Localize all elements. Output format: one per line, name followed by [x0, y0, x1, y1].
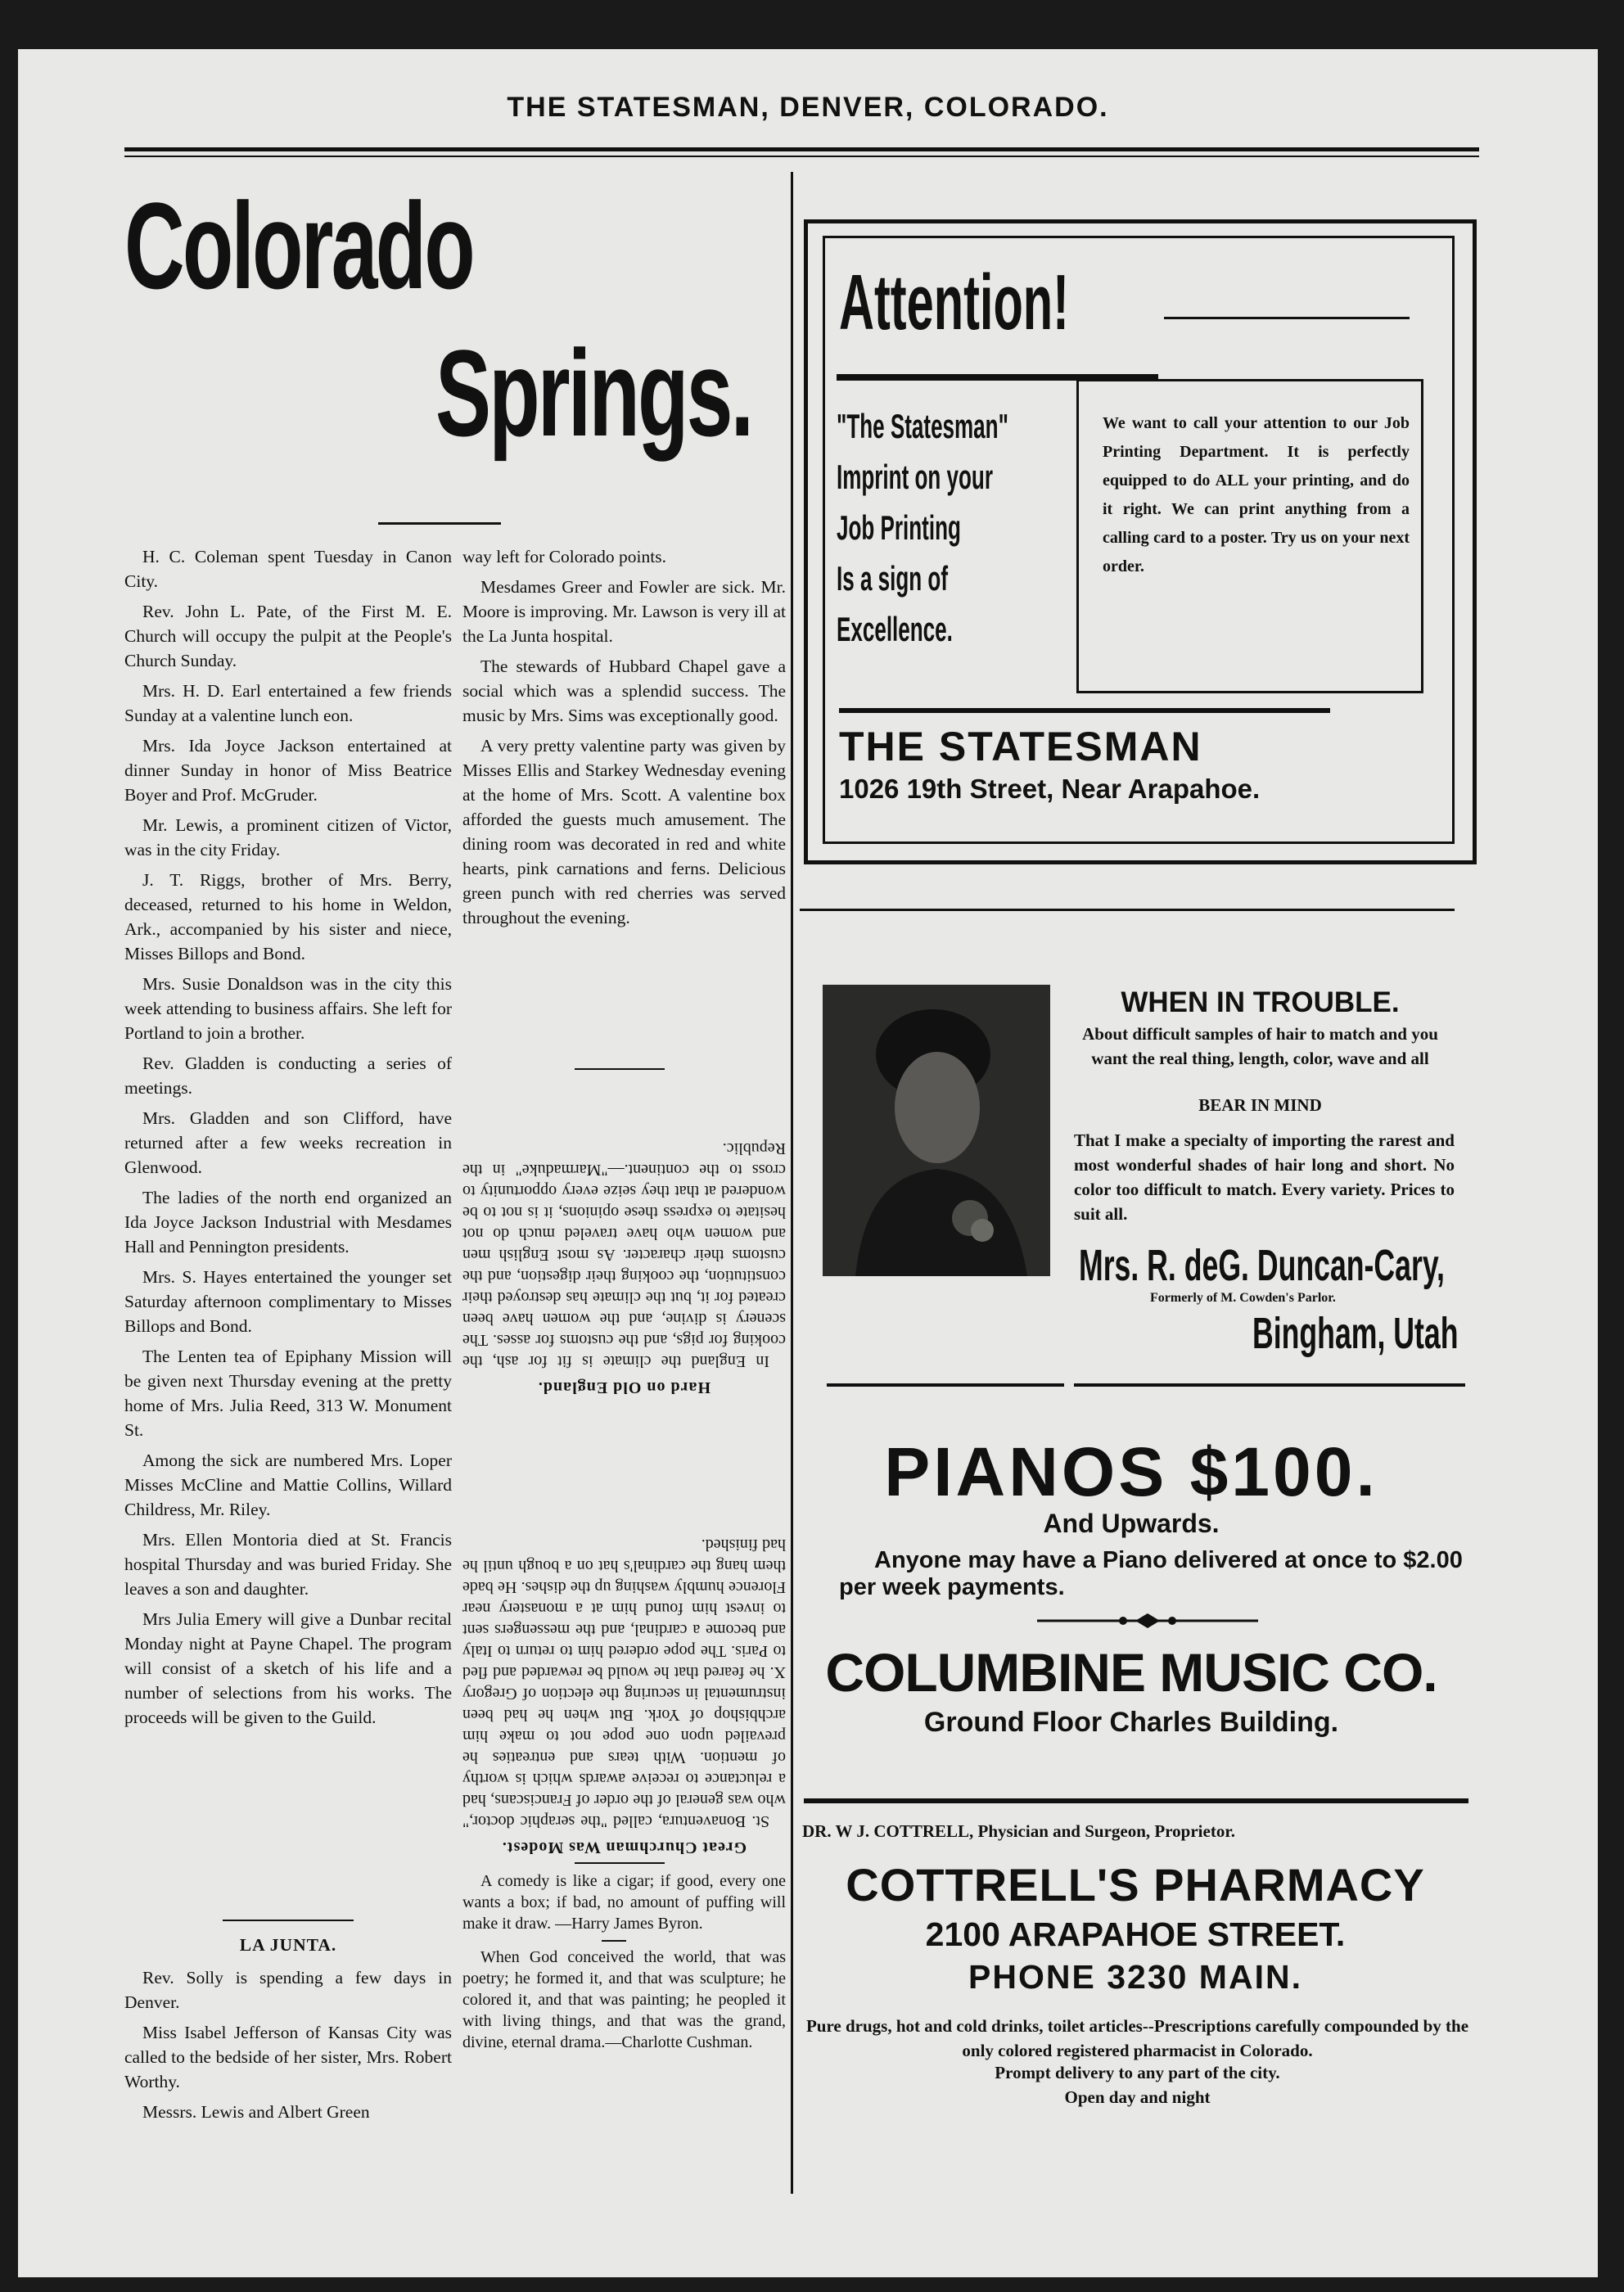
hair-p2: That I make a specialty of importing the rarest and most wonderful shades of hair long and short. No color too difficult to match. Every variety. Prices to suit all.	[1074, 1130, 1455, 1224]
masthead-rule-thin	[124, 156, 1479, 157]
la-junta-para: Rev. Solly is spending a few days in Denver.	[124, 1968, 452, 2012]
ornament-icon	[1037, 1608, 1258, 1633]
inverted-text: In England the climate is fit for ash, the cooking for pigs, and the customs for asses. The scenery is divine, and the women have been created for it, but the climate has destroyed their constitution, the cooking their digestion, and the customs their character. As most English men and women who have traveled much do not hesitate to express these opinions, it is not to be wondered at that they seize every opportunity to cross to the continent.—"Marmaduke" in the Republic.	[462, 1139, 786, 1370]
portrait-image	[823, 985, 1050, 1276]
news-paragraph: way left for Colorado points.	[462, 547, 666, 566]
news-paragraph: Rev. John L. Pate, of the First M. E. Church will occupy the pulpit at the People's Church Sunday.	[124, 602, 452, 670]
news-paragraph: Mrs. Ida Joyce Jackson entertained at dinner Sunday in honor of Miss Beatrice Boyer and Prof. McGruder.	[124, 736, 452, 805]
hair-bear: BEAR IN MIND	[1198, 1095, 1322, 1115]
hair-heading: WHEN IN TROUBLE.	[1121, 986, 1400, 1018]
ornament	[1037, 1608, 1258, 1633]
statesman-address: 1026 19th Street, Near Arapahoe.	[839, 774, 1261, 804]
masthead: THE STATESMAN, DENVER, COLORADO.	[507, 92, 1109, 123]
quote-rule	[602, 1940, 626, 1942]
news-paragraph: Mesdames Greer and Fowler are sick. Mr. Moore is improving. Mr. Lawson is very ill at the La Junta hospital.	[462, 577, 786, 646]
news-column-1	[124, 544, 452, 1735]
news-paragraph: Mr. Lewis, a prominent citizen of Victor, was in the city Friday.	[124, 815, 452, 860]
columbine-location: Ground Floor Charles Building.	[923, 1707, 1339, 1738]
news-paragraph: A very pretty valentine party was given by Misses Ellis and Starkey Wednesday evening at the home of Mrs. Scott. A valentine box afforded the guests much amusement. The dining room was decorated in red and white hearts, pink carnations and ferns. Delicious green punch with red cherries was served throughout the evening.	[462, 736, 786, 927]
pharmacy-hours: Open day and night	[1064, 2087, 1211, 2107]
inverted-article-england	[462, 1087, 786, 1398]
quote-comedy: A comedy is like a cigar; if good, every one wants a box; if bad, no amount of puffing will make it draw. —Harry James Byron.	[462, 1872, 786, 1933]
headline-line1: Colorado	[124, 177, 473, 314]
news-paragraph: Mrs. Gladden and son Clifford, have returned after a few weeks recreation in Glenwood.	[124, 1108, 452, 1177]
ad-left-line: Imprint on your	[837, 458, 993, 496]
la-junta-para: Miss Isabel Jefferson of Kansas City was called to the bedside of her sister, Mrs. Robert Worthy.	[124, 2023, 452, 2091]
news-paragraph: The Lenten tea of Epiphany Mission will be given next Thursday evening at the pretty home of Mrs. Julia Reed, 313 W. Monument St.	[124, 1347, 452, 1440]
col2-rule-2	[575, 1862, 665, 1864]
inverted-heading: Great Churchman Was Modest.	[501, 1839, 747, 1857]
inverted-text: St. Bonaventura, called "the seraphic doctor," who was general of the order of Franciscans, had a reluctance to receive awards which is worthy of mention. With tears and entreaties he prevailed upon one pope not to make him archbishop of York. But when he had been instrumental in securing the election of Gregory X. he feared that he would be rewarded and fled to Paris. The pope ordered him to return to Italy and become a cardinal, and the messengers sent to invest him found him at a monastery near Florence humbly washing up the dishes. He bade them hang the cardinal's hat on a bough until he had finished.	[462, 1536, 786, 1830]
attention-title: Attention!	[839, 259, 1069, 346]
masthead-rule-thick	[124, 147, 1479, 151]
statesman-name-rule	[839, 708, 1330, 713]
news-paragraph: Rev. Gladden is conducting a series of meetings.	[124, 1054, 452, 1098]
pianos-title: PIANOS $100.	[884, 1433, 1378, 1510]
inverted-heading: Hard on Old England.	[537, 1378, 711, 1396]
la-junta-para: Messrs. Lewis and Albert Green	[142, 2102, 370, 2122]
column-divider	[791, 172, 793, 2194]
pianos-sub: And Upwards.	[1043, 1509, 1220, 1538]
section-rule-2b	[1074, 1383, 1465, 1387]
ad-left-line: Excellence.	[837, 610, 953, 648]
la-junta-section	[124, 1920, 452, 2130]
headline-rule	[378, 522, 501, 525]
pianos-line: Anyone may have a Piano delivered at once to $2.00 per week payments.	[839, 1547, 1463, 1600]
ad-left-line: Is a sign of	[837, 559, 949, 598]
news-paragraph: Mrs. H. D. Earl entertained a few friends Sunday at a valentine lunch eon.	[124, 681, 452, 725]
section-rule-3	[804, 1798, 1468, 1803]
news-paragraph: H. C. Coleman spent Tuesday in Canon City.	[124, 547, 452, 591]
pharmacy-phone: PHONE 3230 MAIN.	[968, 1958, 1302, 1996]
newspaper-page	[18, 49, 1598, 2277]
col2-rule-1	[575, 1068, 665, 1070]
news-paragraph: Among the sick are numbered Mrs. Loper Misses McCline and Mattie Collins, Willard Childress, Mr. Riley.	[124, 1451, 452, 1519]
ad-left-line: "The Statesman"	[837, 407, 1008, 445]
news-paragraph: Mrs. S. Hayes entertained the younger set Saturday afternoon complimentary to Misses Billops and Bond.	[124, 1267, 452, 1336]
quotes-section	[462, 1870, 786, 2059]
ad-left-line: Job Printing	[837, 508, 961, 547]
news-paragraph: J. T. Riggs, brother of Mrs. Berry, deceased, returned to his home in Weldon, Ark., accompanied by his sister and niece, Misses Billops and Bond.	[124, 870, 452, 963]
hair-formerly: Formerly of M. Cowden's Parlor.	[1150, 1291, 1336, 1305]
pharmacy-street: 2100 ARAPAHOE STREET.	[925, 1915, 1346, 1953]
news-paragraph: The stewards of Hubbard Chapel gave a social which was a splendid success. The music by Mrs. Sims was exceptionally good.	[462, 656, 786, 725]
hair-city: Bingham, Utah	[1252, 1309, 1459, 1358]
news-paragraph: Mrs. Ellen Montoria died at St. Francis hospital Thursday and was buried Friday. She leaves a son and daughter.	[124, 1530, 452, 1599]
hair-name: Mrs. R. deG. Duncan-Cary,	[1079, 1241, 1445, 1290]
quote-cushman: When God conceived the world, that was poetry; he formed it, and that was sculpture; he colored it, and that was painting; he peopled it with living things, and that was the grand, divine, eternal drama.—Charlotte Cushman.	[462, 1948, 786, 2051]
pharmacy-delivery: Prompt delivery to any part of the city.	[995, 2063, 1280, 2082]
section-rule-2a	[827, 1383, 1064, 1387]
news-paragraph: Mrs. Susie Donaldson was in the city this week attending to business affairs. She left for Portland to join a brother.	[124, 974, 452, 1043]
statesman-ad-left	[837, 401, 1082, 655]
ad-right-text: We want to call your attention to our Job Printing Department. It is perfectly equipped to do ALL your printing, and do it right. We can print anything from a calling card to a poster. Try us on your next order.	[1103, 414, 1410, 575]
pharmacy-proprietor: DR. W J. COTTRELL, Physician and Surgeon, Proprietor.	[802, 1821, 1235, 1841]
portrait-photo	[823, 985, 1050, 1276]
section-rule-1	[800, 909, 1455, 911]
pharmacy-name: COTTRELL'S PHARMACY	[846, 1859, 1425, 1911]
hair-p1: About difficult samples of hair to match and you want the real thing, length, color, wave and all	[1082, 1024, 1438, 1068]
headline-line2: Springs.	[435, 324, 752, 462]
pharmacy-text: Pure drugs, hot and cold drinks, toilet articles--Prescriptions carefully compounded by the only colored registered pharmacist in Colorado.	[805, 2016, 1469, 2060]
statesman-name: THE STATESMAN	[839, 724, 1202, 769]
news-paragraph: The ladies of the north end organized an Ida Joyce Jackson Industrial with Mesdames Hall and Pennington presidents.	[124, 1188, 452, 1257]
news-column-2	[462, 544, 786, 936]
attention-side-rule	[1164, 317, 1410, 319]
la-junta-rule	[223, 1920, 354, 1921]
columbine-name: COLUMBINE MUSIC CO.	[825, 1642, 1437, 1703]
inverted-article-churchman	[462, 1432, 786, 1858]
la-junta-heading: LA JUNTA.	[239, 1935, 337, 1955]
news-paragraph: Mrs Julia Emery will give a Dunbar recital Monday night at Payne Chapel. The program will consist of a sketch of his life and a number of selections from his works. The proceeds will be given to the Guild.	[124, 1609, 452, 1727]
